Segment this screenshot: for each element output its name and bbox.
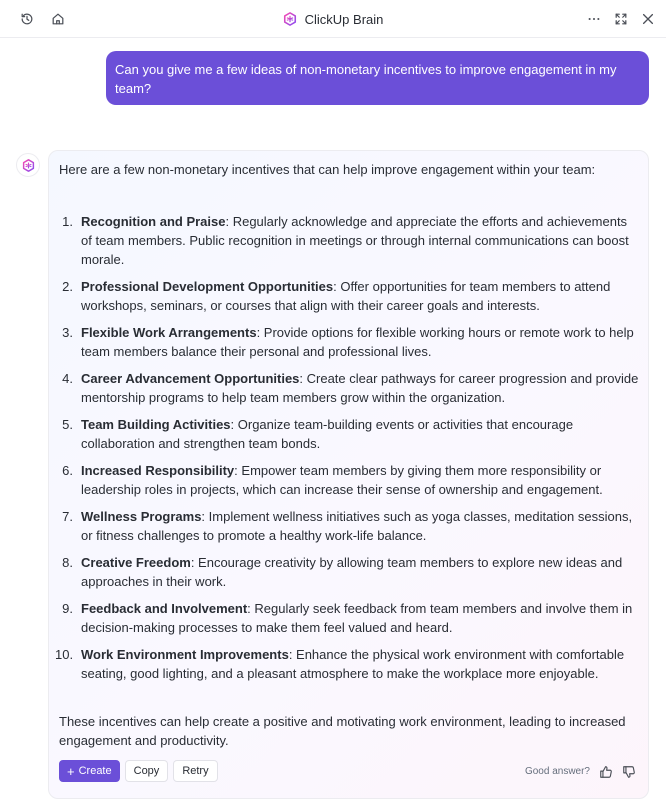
user-message-text: Can you give me a few ideas of non-monetary incentives to improve engagement in my team? xyxy=(115,62,617,96)
list-item-title: Creative Freedom xyxy=(81,555,191,570)
ai-avatar xyxy=(16,153,40,177)
header-right-controls xyxy=(585,10,656,27)
ai-response-intro: Here are a few non-monetary incentives that can help improve engagement within your team: xyxy=(59,162,596,177)
list-item-title: Increased Responsibility xyxy=(81,463,235,478)
expand-icon[interactable] xyxy=(612,10,629,27)
create-button-label: Create xyxy=(78,765,112,777)
retry-button[interactable]: Retry xyxy=(173,760,217,782)
clickup-brain-logo-icon xyxy=(283,12,297,26)
list-item-text: : Regularly acknowledge and appreciate the efforts and achievements of team members. Public recognition in meetings or through internal communications can boost morale. xyxy=(81,214,629,267)
list-item xyxy=(59,415,641,453)
thumbs-up-icon[interactable] xyxy=(599,765,613,779)
list-item-number: 10. xyxy=(55,647,74,662)
list-item-title: Professional Development Opportunities xyxy=(81,279,334,294)
create-button[interactable] xyxy=(59,760,120,782)
list-item xyxy=(59,369,641,407)
list-item xyxy=(59,323,641,361)
list-item-text: : Enhance the physical work environment with comfortable seating, good lighting, and a pleasant atmosphere to make the workplace more enjoyable. xyxy=(81,647,625,681)
copy-button[interactable]: Copy xyxy=(125,760,169,782)
list-item-title: Recognition and Praise xyxy=(81,214,226,229)
list-item-text: : Provide options for flexible working hours or remote work to help team members balance their personal and professional lives. xyxy=(81,325,634,359)
list-item-number: 1. xyxy=(62,214,73,229)
list-item-text: : Regularly seek feedback from team members and involve them in decision-making processes to make them feel valued and heard. xyxy=(81,601,633,635)
response-actions xyxy=(59,760,218,782)
list-item-number: 9. xyxy=(62,601,73,616)
feedback-group xyxy=(525,762,636,781)
incentive-list xyxy=(55,212,641,691)
list-item xyxy=(59,553,641,591)
list-item-number: 4. xyxy=(62,371,73,386)
list-item-text: : Empower team members by giving them more responsibility or leadership roles in projects, which can increase their sense of ownership and engagement. xyxy=(81,463,603,497)
list-item-title: Flexible Work Arrangements xyxy=(81,325,257,340)
list-item xyxy=(59,212,641,269)
list-item-number: 2. xyxy=(62,279,73,294)
ai-response-card xyxy=(48,150,649,799)
list-item-text: : Organize team-building events or activities that encourage collaboration and strengthen team bonds. xyxy=(81,417,574,451)
list-item-title: Team Building Activities xyxy=(81,417,231,432)
plus-icon: + xyxy=(67,763,75,779)
list-item xyxy=(59,507,641,545)
user-message-bubble xyxy=(106,51,649,105)
list-item xyxy=(55,645,641,683)
list-item-number: 7. xyxy=(62,509,73,524)
feedback-prompt: Good answer? xyxy=(524,766,590,777)
list-item-title: Wellness Programs xyxy=(81,509,202,524)
ai-response-outro: These incentives can help create a positive and motivating work environment, leading to increased engagement and productivity. xyxy=(59,714,626,748)
thumbs-down-icon[interactable] xyxy=(622,765,636,779)
list-item-text: : Implement wellness initiatives such as yoga classes, meditation sessions, or fitness challenges to promote a healthy work-life balance. xyxy=(81,509,633,543)
list-item-text: : Offer opportunities for team members to attend workshops, seminars, or courses that align with their career goals and interests. xyxy=(81,279,611,313)
list-item-number: 6. xyxy=(62,463,73,478)
header-bar xyxy=(0,0,666,38)
list-item-title: Career Advancement Opportunities xyxy=(81,371,300,386)
list-item-number: 3. xyxy=(62,325,73,340)
close-icon[interactable] xyxy=(639,10,656,27)
list-item-text: : Encourage creativity by allowing team members to explore new ideas and approaches in their work. xyxy=(81,555,623,589)
clickup-brain-avatar-icon xyxy=(22,159,35,172)
list-item xyxy=(59,461,641,499)
header-title: ClickUp Brain xyxy=(304,11,384,27)
more-icon[interactable] xyxy=(585,10,602,27)
list-item-title: Feedback and Involvement xyxy=(81,601,248,616)
list-item xyxy=(59,277,641,315)
list-item-number: 8. xyxy=(62,555,73,570)
header-title-group xyxy=(0,0,666,38)
list-item xyxy=(59,599,641,637)
list-item-number: 5. xyxy=(62,417,73,432)
list-item-title: Work Environment Improvements xyxy=(81,647,289,662)
list-item-text: : Create clear pathways for career progression and provide mentorship programs to help team members grow within the organization. xyxy=(81,371,639,405)
